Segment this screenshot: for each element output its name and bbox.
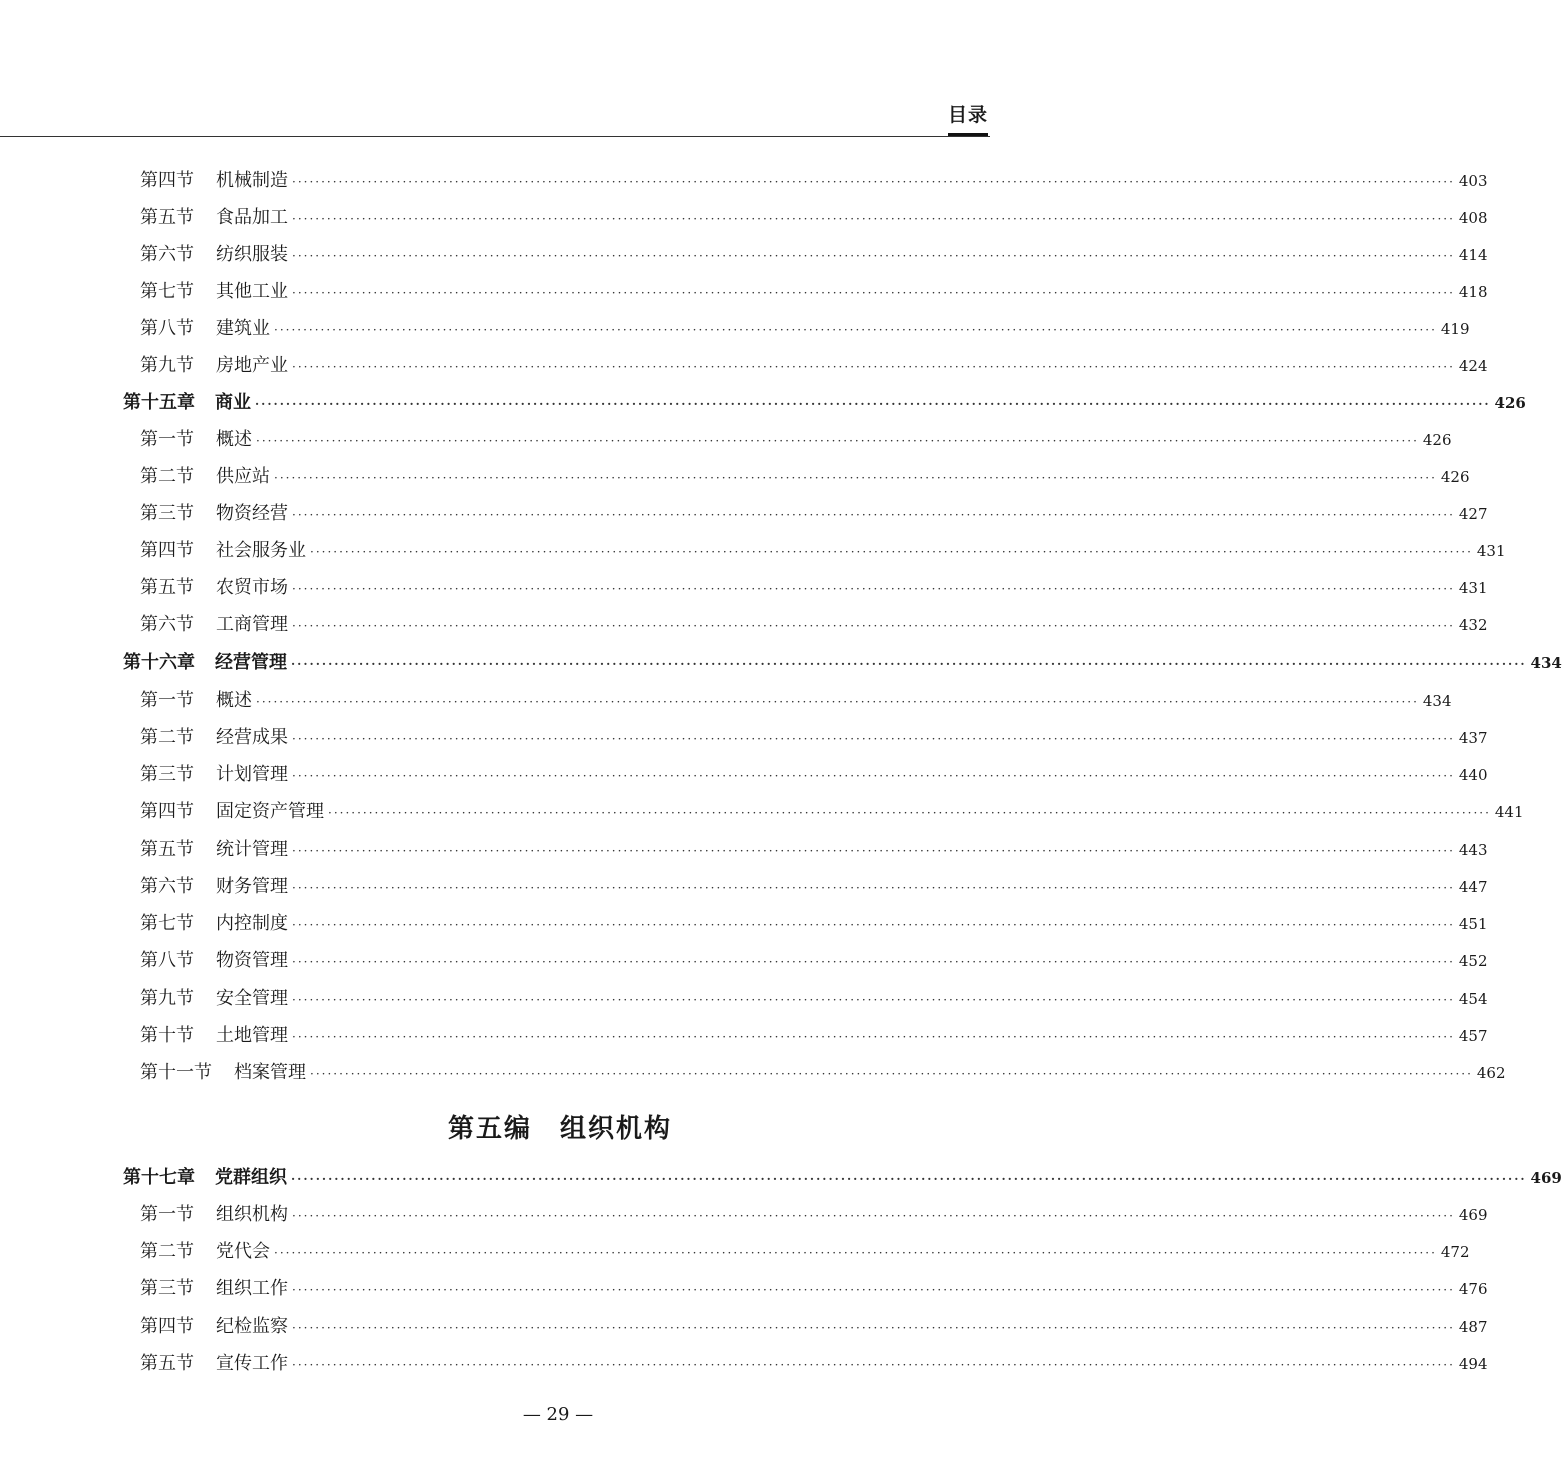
toc-entry-title: 物资管理 [216,950,288,971]
toc-entry-title: 农贸市场 [216,577,288,598]
toc-entry-title: 机械制造 [216,170,288,191]
toc-entry-page: 434 [1530,654,1562,672]
toc-section-entry [140,573,1488,603]
toc-section-entry [140,351,1488,381]
dot-leader: ········································································································································································································ [291,657,1527,671]
toc-entry-number: 第三节 [140,764,194,785]
toc-section-entry [140,536,1506,566]
dot-leader: ········································································································································································································ [292,1030,1455,1044]
toc-entry-title: 宣传工作 [216,1353,288,1374]
toc-entry-title: 食品加工 [216,207,288,228]
toc-entry-title: 概述 [216,429,252,450]
toc-entry-page: 424 [1458,357,1488,375]
toc-section-entry [140,686,1452,716]
toc-entry-title: 纺织服装 [216,244,288,265]
toc-entry-title: 纪检监察 [216,1316,288,1337]
toc-entry-title: 土地管理 [216,1025,288,1046]
toc-entry-page: 494 [1458,1355,1488,1373]
toc-entry-page: 426 [1440,468,1470,486]
toc-entry-title: 经营成果 [216,727,288,748]
toc-entry-number: 第九节 [140,988,194,1009]
dot-leader: ········································································································································································································ [292,286,1455,300]
toc-section-entry [140,425,1452,455]
toc-entry-number: 第二节 [140,1241,194,1262]
dot-leader: ········································································································································································································ [292,844,1455,858]
toc-section-entry [140,946,1488,976]
toc-chapter-entry [123,648,1562,678]
toc-entry-page: 469 [1458,1206,1488,1224]
toc-entry-page: 414 [1458,246,1488,264]
toc-entry-number: 第一节 [140,429,194,450]
toc-section-entry [140,1237,1470,1267]
dot-leader: ········································································································································································································ [291,1172,1527,1186]
toc-entry-title: 工商管理 [216,614,288,635]
toc-entry-title: 供应站 [216,466,270,487]
toc-section-entry [140,872,1488,902]
toc-entry-title: 党群组织 [215,1167,287,1188]
toc-entry-page: 432 [1458,616,1488,634]
toc-entry-title: 社会服务业 [216,540,306,561]
toc-entry-title: 其他工业 [216,281,288,302]
dot-leader: ········································································································································································································ [292,619,1455,633]
toc-entry-title: 组织工作 [216,1278,288,1299]
toc-entry-number: 第十六章 [123,652,195,673]
dot-leader: ········································································································································································································ [292,918,1455,932]
toc-entry-title: 组织机构 [216,1204,288,1225]
dot-leader: ········································································································································································································ [256,695,1419,709]
toc-section-entry [140,797,1524,827]
toc-entry-title: 档案管理 [234,1062,306,1083]
toc-section-entry [140,1312,1488,1342]
dot-leader: ········································································································································································································ [292,1358,1455,1372]
dot-leader: ········································································································································································································ [274,471,1437,485]
dot-leader: ········································································································································································································ [292,582,1455,596]
toc-section-entry [140,610,1488,640]
toc-entry-number: 第一节 [140,1204,194,1225]
toc-chapter-entry [123,388,1526,418]
toc-section-entry [140,760,1488,790]
toc-entry-number: 第四节 [140,540,194,561]
dot-leader: ········································································································································································································ [292,769,1455,783]
toc-section-entry [140,1021,1488,1051]
toc-entry-page: 469 [1530,1169,1562,1187]
toc-entry-number: 第六节 [140,876,194,897]
toc-section-entry [140,462,1470,492]
toc-entry-title: 概述 [216,690,252,711]
dot-leader: ········································································································································································································ [292,1209,1455,1223]
dot-leader: ········································································································································································································ [292,249,1455,263]
toc-entry-number: 第五节 [140,839,194,860]
toc-section-entry [140,835,1488,865]
toc-entry-page: 426 [1422,431,1452,449]
toc-entry-page: 462 [1476,1064,1506,1082]
toc-entry-number: 第四节 [140,170,194,191]
toc-section-entry [140,1058,1506,1088]
toc-entry-page: 441 [1494,803,1524,821]
toc-entry-number: 第五节 [140,1353,194,1374]
toc-entry-page: 454 [1458,990,1488,1008]
toc-section-entry [140,240,1488,270]
toc-entry-page: 426 [1494,394,1526,412]
toc-entry-number: 第七节 [140,913,194,934]
toc-entry-number: 第九节 [140,355,194,376]
toc-entry-page: 434 [1422,692,1452,710]
toc-entry-page: 457 [1458,1027,1488,1045]
toc-entry-number: 第七节 [140,281,194,302]
toc-section-entry [140,984,1488,1014]
dot-leader: ········································································································································································································ [292,508,1455,522]
toc-entry-page: 447 [1458,878,1488,896]
toc-entry-page: 419 [1440,320,1470,338]
toc-entry-page: 452 [1458,952,1488,970]
dot-leader: ········································································································································································································ [292,360,1455,374]
toc-entry-number: 第一节 [140,690,194,711]
toc-entry-title: 商业 [215,392,251,413]
toc-entry-title: 财务管理 [216,876,288,897]
toc-entry-title: 安全管理 [216,988,288,1009]
part-title: 第五编 组织机构 [447,1114,672,1144]
toc-entry-number: 第四节 [140,1316,194,1337]
dot-leader: ········································································································································································································ [292,881,1455,895]
toc-section-entry [140,723,1488,753]
toc-entry-title: 房地产业 [216,355,288,376]
header-rule [0,136,990,137]
toc-entry-title: 统计管理 [216,839,288,860]
dot-leader: ········································································································································································································ [292,212,1455,226]
toc-entry-title: 物资经营 [216,503,288,524]
toc-entry-number: 第六节 [140,614,194,635]
dot-leader: ········································································································································································································ [310,1067,1473,1081]
toc-entry-number: 第二节 [140,727,194,748]
toc-section-entry [140,277,1488,307]
toc-entry-page: 476 [1458,1280,1488,1298]
toc-entry-number: 第十七章 [123,1167,195,1188]
toc-entry-page: 408 [1458,209,1488,227]
toc-entry-number: 第八节 [140,950,194,971]
dot-leader: ········································································································································································································ [255,397,1491,411]
toc-section-entry [140,314,1470,344]
toc-entry-page: 437 [1458,729,1488,747]
toc-entry-page: 451 [1458,915,1488,933]
dot-leader: ········································································································································································································ [292,993,1455,1007]
toc-entry-number: 第二节 [140,466,194,487]
header-label: 目录 [948,104,989,126]
toc-entry-page: 487 [1458,1318,1488,1336]
dot-leader: ········································································································································································································ [328,806,1491,820]
toc-entry-page: 440 [1458,766,1488,784]
toc-entry-title: 建筑业 [216,318,270,339]
toc-entry-title: 党代会 [216,1241,270,1262]
dot-leader: ········································································································································································································ [292,955,1455,969]
toc-chapter-entry [123,1163,1562,1193]
dot-leader: ········································································································································································································ [292,1283,1455,1297]
toc-entry-title: 计划管理 [216,764,288,785]
toc-entry-number: 第三节 [140,503,194,524]
dot-leader: ········································································································································································································ [292,175,1455,189]
toc-entry-number: 第十五章 [123,392,195,413]
dot-leader: ········································································································································································································ [274,323,1437,337]
dot-leader: ········································································································································································································ [292,732,1455,746]
toc-entry-page: 418 [1458,283,1488,301]
dot-leader: ········································································································································································································ [292,1321,1455,1335]
toc-entry-number: 第五节 [140,577,194,598]
toc-entry-number: 第三节 [140,1278,194,1299]
toc-entry-number: 第十一节 [140,1062,212,1083]
toc-section-entry [140,166,1488,196]
toc-entry-page: 431 [1458,579,1488,597]
page-number: — 29 — [522,1404,594,1425]
toc-entry-page: 427 [1458,505,1488,523]
dot-leader: ········································································································································································································ [274,1246,1437,1260]
toc-entry-title: 内控制度 [216,913,288,934]
toc-entry-number: 第八节 [140,318,194,339]
toc-section-entry [140,1349,1488,1379]
toc-section-entry [140,499,1488,529]
toc-section-entry [140,1200,1488,1230]
toc-entry-page: 472 [1440,1243,1470,1261]
toc-entry-number: 第四节 [140,801,194,822]
dot-leader: ········································································································································································································ [310,545,1473,559]
toc-entry-page: 403 [1458,172,1488,190]
dot-leader: ········································································································································································································ [256,434,1419,448]
toc-entry-title: 固定资产管理 [216,801,324,822]
toc-entry-number: 第十节 [140,1025,194,1046]
toc-entry-title: 经营管理 [215,652,287,673]
toc-entry-number: 第六节 [140,244,194,265]
toc-entry-page: 431 [1476,542,1506,560]
toc-section-entry [140,1274,1488,1304]
toc-section-entry [140,203,1488,233]
toc-entry-page: 443 [1458,841,1488,859]
toc-section-entry [140,909,1488,939]
toc-entry-number: 第五节 [140,207,194,228]
